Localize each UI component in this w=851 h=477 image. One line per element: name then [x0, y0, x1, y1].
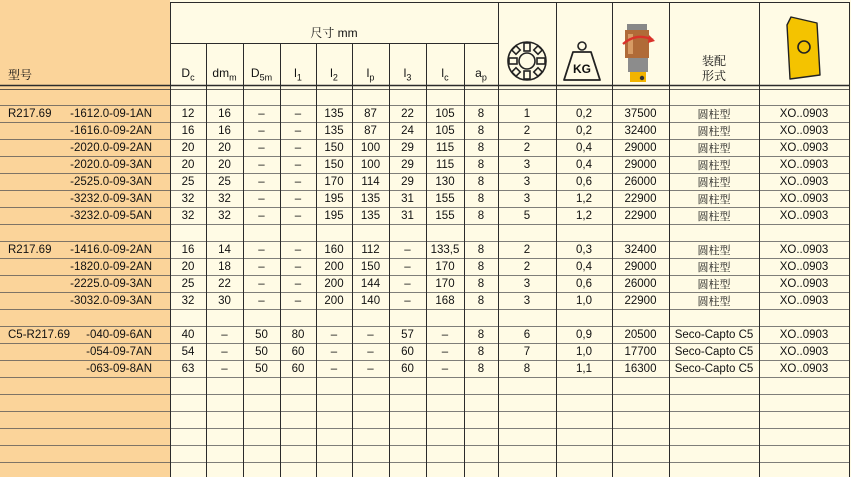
cell-insert: XO..0903 — [779, 261, 829, 273]
col-header-sub: m — [229, 72, 237, 83]
model-code: -1616.0-09-2AN — [70, 125, 152, 137]
col-header-dmm — [206, 66, 243, 83]
cell-dc: 20 — [181, 159, 195, 171]
model-code: -054-09-7AN — [86, 346, 152, 358]
col-header-main: l — [441, 66, 445, 80]
cell-ap: 8 — [477, 108, 485, 120]
cell-l3: 60 — [401, 346, 414, 358]
cell-lp: 114 — [361, 176, 380, 188]
cell-teeth: 2 — [523, 244, 531, 256]
cell-lc: – — [441, 346, 449, 358]
cell-lc: 115 — [435, 142, 455, 154]
cell-teeth: 8 — [523, 363, 531, 375]
cell-mount: Seco-Capto C5 — [674, 346, 754, 358]
cell-teeth: 3 — [523, 159, 531, 171]
cell-rpm: 32400 — [624, 125, 657, 137]
cell-l2: 150 — [324, 159, 344, 171]
cell-ap: 8 — [477, 193, 485, 205]
cell-rpm: 17700 — [624, 346, 657, 358]
cell-l2: 170 — [324, 176, 344, 188]
col-header-main: l — [403, 66, 407, 80]
cell-dc: 25 — [181, 278, 195, 290]
cell-d5m: – — [258, 278, 265, 290]
weight-icon — [562, 40, 602, 82]
cell-d5m: – — [258, 142, 265, 154]
cell-l1: – — [294, 295, 302, 307]
cell-d5m: – — [258, 125, 265, 137]
cell-l2: 135 — [324, 108, 344, 120]
cell-l3: – — [404, 244, 411, 256]
cell-dc: 16 — [181, 244, 195, 256]
cell-dm: 22 — [218, 278, 231, 290]
cell-insert: XO..0903 — [779, 142, 829, 154]
cell-kg: 1,0 — [576, 295, 592, 307]
cell-mount: 圆柱型 — [697, 244, 731, 257]
cell-lp: 140 — [360, 295, 381, 307]
cell-ap: 8 — [477, 363, 485, 375]
col-header-sub: p — [481, 72, 487, 83]
cell-mount: 圆柱型 — [697, 278, 731, 291]
col-header-sub: p — [369, 72, 375, 83]
cell-ap: 8 — [477, 176, 485, 188]
cell-lp: 150 — [360, 261, 381, 273]
cell-l1: 60 — [291, 346, 305, 358]
cell-l1: – — [294, 244, 302, 256]
cell-kg: 0,6 — [576, 278, 592, 290]
model-code: -1820.0-09-2AN — [70, 261, 152, 273]
cell-rpm: 20500 — [624, 329, 657, 341]
cell-dc: 20 — [181, 261, 195, 273]
cell-rpm: 26000 — [624, 278, 657, 290]
cell-dm: 32 — [218, 210, 231, 222]
cell-l3: 57 — [401, 329, 414, 341]
cell-l3: 31 — [401, 210, 414, 222]
cell-rpm: 22900 — [624, 295, 657, 307]
cell-lp: 135 — [360, 210, 381, 222]
cell-kg: 0,3 — [576, 244, 592, 256]
cell-teeth: 3 — [523, 193, 531, 205]
cell-lp: – — [367, 346, 374, 358]
cell-lp: 100 — [360, 142, 381, 154]
cell-d5m: – — [258, 295, 265, 307]
cell-lp: 87 — [364, 125, 377, 137]
cell-l3: 24 — [401, 125, 414, 137]
cell-insert: XO..0903 — [779, 159, 829, 171]
cell-mount: Seco-Capto C5 — [674, 329, 754, 341]
cell-teeth: 1 — [523, 108, 531, 120]
cell-d5m: – — [258, 210, 265, 222]
cell-l1: – — [294, 108, 302, 120]
cell-l3: 31 — [401, 193, 414, 205]
cell-l3: 29 — [401, 159, 414, 171]
cell-l1: – — [294, 159, 302, 171]
cell-dc: 32 — [181, 193, 195, 205]
cell-kg: 1,2 — [576, 193, 592, 205]
cell-d5m: – — [258, 159, 265, 171]
col-header-D5m — [243, 66, 280, 83]
cell-l3: 22 — [401, 108, 414, 120]
col-header-Dc — [170, 66, 206, 83]
cell-l3: 60 — [401, 363, 414, 375]
model-code: -2525.0-09-3AN — [70, 176, 152, 188]
cell-lc: – — [441, 363, 449, 375]
cell-insert: XO..0903 — [779, 108, 829, 120]
cell-dm: 16 — [218, 108, 231, 120]
cell-mount: 圆柱型 — [697, 108, 731, 121]
cell-teeth: 5 — [523, 210, 531, 222]
col-header-sub: 1 — [296, 72, 302, 83]
col-header-l1 — [280, 66, 316, 83]
col-header-main: a — [475, 66, 482, 80]
cell-dc: 63 — [181, 363, 195, 375]
cell-l2: 200 — [324, 295, 344, 307]
cell-lc: 115 — [435, 159, 455, 171]
cell-d5m: 50 — [255, 346, 268, 358]
cell-rpm: 29000 — [624, 159, 657, 171]
model-code: -3032.0-09-3AN — [70, 295, 152, 307]
cell-rpm: 22900 — [624, 210, 657, 222]
cell-rpm: 29000 — [624, 142, 657, 154]
col-header-main: D — [181, 66, 191, 80]
cell-teeth: 2 — [523, 261, 531, 273]
model-header: 型号 — [8, 68, 33, 82]
cell-dc: 32 — [181, 210, 195, 222]
cell-l2: 195 — [324, 210, 344, 222]
cell-insert: XO..0903 — [779, 329, 829, 341]
cell-ap: 8 — [477, 329, 485, 341]
cell-ap: 8 — [477, 295, 485, 307]
cell-l2: 200 — [324, 278, 344, 290]
cell-ap: 8 — [477, 244, 485, 256]
cell-insert: XO..0903 — [779, 125, 829, 137]
cell-l2: 150 — [324, 142, 344, 154]
cell-kg: 0,9 — [576, 329, 592, 341]
cell-mount: 圆柱型 — [697, 159, 731, 172]
cell-l2: – — [330, 346, 338, 358]
cell-l1: – — [294, 193, 302, 205]
cell-rpm: 37500 — [624, 108, 657, 120]
cell-ap: 8 — [477, 210, 485, 222]
model-code: -1416.0-09-2AN — [70, 244, 152, 256]
col-header-main: D — [250, 66, 260, 80]
cell-lc: 155 — [435, 210, 455, 222]
cell-l3: – — [404, 278, 411, 290]
cell-kg: 1,0 — [576, 346, 592, 358]
cell-l1: – — [294, 125, 302, 137]
model-code: -3232.0-09-3AN — [70, 193, 152, 205]
cell-lc: 170 — [435, 261, 455, 273]
mount-header-line1: 装配 — [701, 54, 726, 68]
cell-dc: 16 — [181, 125, 195, 137]
cell-insert: XO..0903 — [779, 176, 829, 188]
cell-mount: 圆柱型 — [697, 261, 731, 274]
col-header-main: l — [366, 66, 370, 80]
cell-l3: – — [404, 261, 411, 273]
cell-lc: 105 — [435, 125, 455, 137]
model-code: -2225.0-09-3AN — [70, 278, 152, 290]
cell-dc: 12 — [181, 108, 195, 120]
cell-ap: 8 — [477, 142, 485, 154]
cell-lc: – — [441, 329, 449, 341]
col-header-l3 — [389, 66, 426, 83]
col-header-sub: 5m — [259, 72, 273, 83]
cell-lc: 170 — [435, 278, 455, 290]
cell-teeth: 2 — [523, 142, 531, 154]
cell-kg: 0,2 — [576, 125, 592, 137]
cell-kg: 1,1 — [576, 363, 592, 375]
model-code: -1612.0-09-1AN — [70, 108, 152, 120]
cell-ap: 8 — [477, 278, 485, 290]
cell-l2: – — [330, 329, 338, 341]
cell-lp: 112 — [361, 244, 380, 256]
cell-ap: 8 — [477, 346, 485, 358]
cell-lp: – — [367, 329, 374, 341]
col-header-main: l — [294, 66, 297, 80]
cell-dc: 20 — [181, 142, 195, 154]
cell-l1: – — [294, 142, 302, 154]
cell-l3: 29 — [401, 142, 414, 154]
model-code: -2020.0-09-2AN — [70, 142, 152, 154]
cell-ap: 8 — [477, 261, 485, 273]
cell-teeth: 3 — [523, 295, 531, 307]
cell-lc: 155 — [435, 193, 455, 205]
col-header-lp — [352, 66, 389, 83]
cell-dm: 32 — [218, 193, 231, 205]
cell-insert: XO..0903 — [779, 295, 829, 307]
cell-dm: 20 — [218, 159, 231, 171]
model-code: -063-09-8AN — [86, 363, 152, 375]
cell-dm: 16 — [218, 125, 231, 137]
cell-lp: 100 — [360, 159, 381, 171]
cell-lp: – — [367, 363, 374, 375]
model-prefix: C5-R217.69 — [8, 329, 71, 341]
insert-icon — [784, 15, 824, 81]
cell-rpm: 26000 — [624, 176, 657, 188]
model-code: -040-09-6AN — [86, 329, 152, 341]
model-prefix: R217.69 — [8, 244, 52, 256]
cell-rpm: 29000 — [624, 261, 657, 273]
cell-d5m: – — [258, 261, 265, 273]
cell-dm: 30 — [218, 295, 231, 307]
cell-ap: 8 — [477, 125, 485, 137]
cell-mount: 圆柱型 — [697, 125, 731, 138]
cell-lc: 130 — [435, 176, 455, 188]
cell-rpm: 32400 — [624, 244, 657, 256]
cell-lc: 105 — [435, 108, 455, 120]
col-header-sub: 2 — [332, 72, 338, 83]
cell-ap: 8 — [477, 159, 485, 171]
cutter-teeth-icon — [504, 38, 550, 84]
cell-kg: 1,2 — [576, 210, 592, 222]
cell-d5m: – — [258, 176, 265, 188]
cell-kg: 0,6 — [576, 176, 592, 188]
col-header-sub: c — [190, 72, 195, 83]
cell-rpm: 22900 — [624, 193, 657, 205]
cell-mount: 圆柱型 — [697, 210, 731, 223]
cell-d5m: 50 — [255, 363, 268, 375]
cell-l2: 195 — [324, 193, 344, 205]
cell-dm: – — [221, 363, 228, 375]
cell-insert: XO..0903 — [779, 346, 829, 358]
cell-insert: XO..0903 — [779, 193, 829, 205]
col-header-sub: c — [444, 72, 449, 83]
cell-l1: – — [294, 261, 302, 273]
cell-l1: – — [294, 210, 302, 222]
cell-teeth: 2 — [523, 125, 531, 137]
cell-mount: 圆柱型 — [697, 142, 731, 155]
col-header-l2 — [316, 66, 352, 83]
cell-kg: 0,2 — [576, 108, 592, 120]
model-code: -3232.0-09-5AN — [70, 210, 152, 222]
cell-d5m: – — [258, 244, 265, 256]
cell-teeth: 6 — [523, 329, 531, 341]
col-header-main: dm — [212, 66, 230, 80]
cell-mount: 圆柱型 — [697, 176, 731, 189]
cell-l1: – — [294, 278, 302, 290]
cell-dc: 54 — [181, 346, 195, 358]
cell-dc: 32 — [181, 295, 195, 307]
cell-l3: 29 — [401, 176, 414, 188]
cell-mount: 圆柱型 — [697, 295, 731, 308]
cell-lp: 135 — [360, 193, 381, 205]
cell-kg: 0,4 — [576, 142, 592, 154]
cell-insert: XO..0903 — [779, 278, 829, 290]
cell-mount: 圆柱型 — [697, 193, 731, 206]
cell-dm: 18 — [218, 261, 231, 273]
cell-l2: 135 — [324, 125, 344, 137]
cell-dm: 20 — [218, 142, 231, 154]
cell-insert: XO..0903 — [779, 210, 829, 222]
model-prefix: R217.69 — [8, 108, 52, 120]
cell-d5m: – — [258, 193, 265, 205]
model-code: -2020.0-09-3AN — [70, 159, 152, 171]
cell-lc: 168 — [435, 295, 455, 307]
col-header-lc — [426, 66, 464, 83]
mount-header-line2: 形式 — [701, 69, 726, 83]
col-header-main: l — [330, 66, 333, 80]
cell-d5m: – — [258, 108, 265, 120]
cell-l2: 160 — [324, 244, 344, 256]
cell-l1: – — [294, 176, 302, 188]
cell-insert: XO..0903 — [779, 244, 829, 256]
cell-l2: 200 — [324, 261, 344, 273]
weight-icon-text: KG — [573, 62, 591, 76]
cell-dm: – — [221, 346, 228, 358]
cell-teeth: 3 — [523, 176, 531, 188]
cell-l1: 80 — [291, 329, 305, 341]
cell-teeth: 7 — [523, 346, 531, 358]
cell-dc: 25 — [181, 176, 195, 188]
cell-dm: 14 — [218, 244, 231, 256]
cell-l1: 60 — [291, 363, 305, 375]
cell-dc: 40 — [181, 329, 195, 341]
cell-lp: 144 — [360, 278, 381, 290]
rotation-speed-icon — [619, 22, 657, 84]
cell-l2: – — [330, 363, 338, 375]
cell-teeth: 3 — [523, 278, 531, 290]
cell-kg: 0,4 — [576, 159, 592, 171]
cell-insert: XO..0903 — [779, 363, 829, 375]
cell-rpm: 16300 — [624, 363, 657, 375]
cell-d5m: 50 — [255, 329, 268, 341]
col-header-sub: 3 — [406, 72, 412, 83]
cell-dm: – — [221, 329, 228, 341]
cell-l3: – — [404, 295, 411, 307]
cell-dm: 25 — [218, 176, 231, 188]
cell-lp: 87 — [364, 108, 377, 120]
dimensions-header: 尺寸 mm — [310, 26, 358, 40]
cell-mount: Seco-Capto C5 — [674, 363, 754, 375]
cell-kg: 0,4 — [576, 261, 592, 273]
cell-lc: 133,5 — [430, 244, 460, 256]
col-header-ap — [464, 66, 498, 83]
